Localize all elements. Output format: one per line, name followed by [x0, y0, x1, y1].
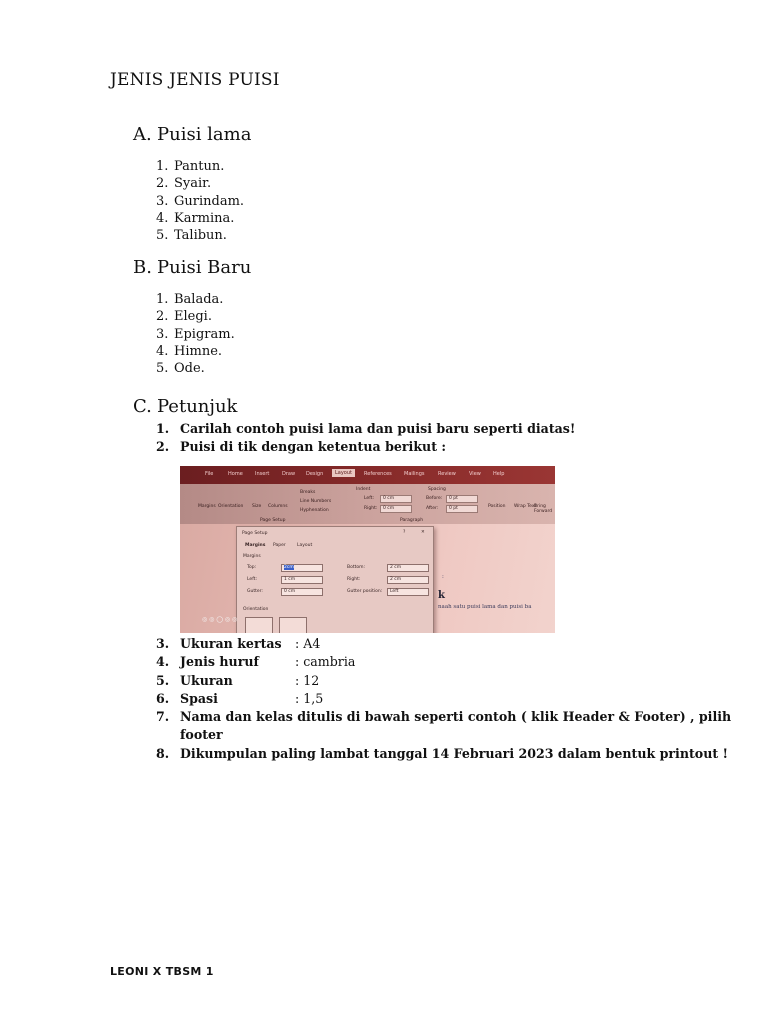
document-title: JENIS JENIS PUISI — [110, 70, 280, 90]
petunjuk-list-top — [156, 420, 575, 457]
puisi-lama-list — [156, 158, 244, 244]
list-item: 2. Elegi. — [156, 309, 212, 325]
section-letter: B. — [133, 257, 152, 278]
section-heading-a — [133, 124, 251, 145]
camera-overlay-icons: ◎ ◎ ◯ ◎ ◎ — [202, 616, 238, 623]
section-letter: C. — [133, 396, 152, 417]
list-item: 2. Syair. — [156, 176, 212, 192]
list-item: 1. Pantun. — [156, 159, 225, 174]
petunjuk-list-bottom — [156, 635, 731, 763]
page-footer: LEONI X TBSM 1 — [110, 965, 214, 978]
list-item: 3. Epigram. — [156, 326, 235, 342]
list-item: 6. Spasi : 1,5 — [156, 690, 324, 706]
section-title: Puisi Baru — [157, 257, 252, 278]
list-item: 5. Ukuran : 12 — [156, 672, 320, 688]
list-item: 2. Puisi di tik dengan ketentua berikut : — [156, 439, 447, 455]
list-item: 4. Himne. — [156, 343, 223, 359]
list-item: 8. Dikumpulan paling lambat tanggal 14 Februari 2023 dalam bentuk printout ! — [156, 745, 729, 761]
list-item: 3. Ukuran kertas : A4 — [156, 636, 321, 651]
list-item: 1. Carilah contoh puisi lama dan puisi baru seperti diatas! — [156, 421, 576, 436]
list-item: 5. Ode. — [156, 361, 205, 377]
section-heading-b — [133, 257, 251, 278]
page-setup-photo: File Home Insert Draw Design Layout References Mailings Review View Help Margins Orientation Size Columns Breaks Line Numbers Hyphenation Indent Spacing Left: Right: 0 cm 0 cm Before: After: 0 pt 0 pt Page Setup Paragraph Position Wrap Text Bring Forward Page Setup ? ✕ Margins Paper Layout Margins Top: 2cm Bottom: 2 cm Left: 1 cm Right: 2 cm Gutter: 0 cm Gutter position: Left Orientation k naah satu puisi lama dan puisi ba : ◎ ◎ ◯ ◎ ◎ — [180, 466, 555, 633]
close-icon: ✕ — [421, 530, 425, 535]
ribbon-layout: Margins Orientation Size Columns Breaks Line Numbers Hyphenation Indent Spacing Left: Right: 0 cm 0 cm Before: After: 0 pt 0 pt Page Setup Paragraph Position Wrap Text Bring Forward — [180, 484, 555, 524]
list-item: 5. Talibun. — [156, 228, 227, 244]
section-heading-c — [133, 396, 237, 417]
list-item: 4. Jenis huruf : cambria — [156, 654, 356, 670]
section-title: Petunjuk — [157, 396, 238, 417]
page-setup-dialog: Page Setup ? ✕ Margins Paper Layout Margins Top: 2cm Bottom: 2 cm Left: 1 cm Right: 2 cm Gutter: 0 cm Gutter position: Left Orientation — [236, 526, 434, 633]
list-item: 7. Nama dan kelas ditulis di bawah seperti contoh ( klik Header & Footer) , pilih — [156, 709, 732, 725]
ribbon-tabs: File Home Insert Draw Design Layout References Mailings Review View Help — [180, 466, 555, 484]
section-title: Puisi lama — [157, 124, 252, 145]
list-item: 1. Balada. — [156, 292, 224, 307]
list-item-continuation: footer — [180, 727, 223, 743]
list-item: 3. Gurindam. — [156, 193, 245, 209]
section-letter: A. — [133, 124, 152, 145]
list-item: 4. Karmina. — [156, 210, 235, 226]
puisi-baru-list — [156, 291, 235, 377]
